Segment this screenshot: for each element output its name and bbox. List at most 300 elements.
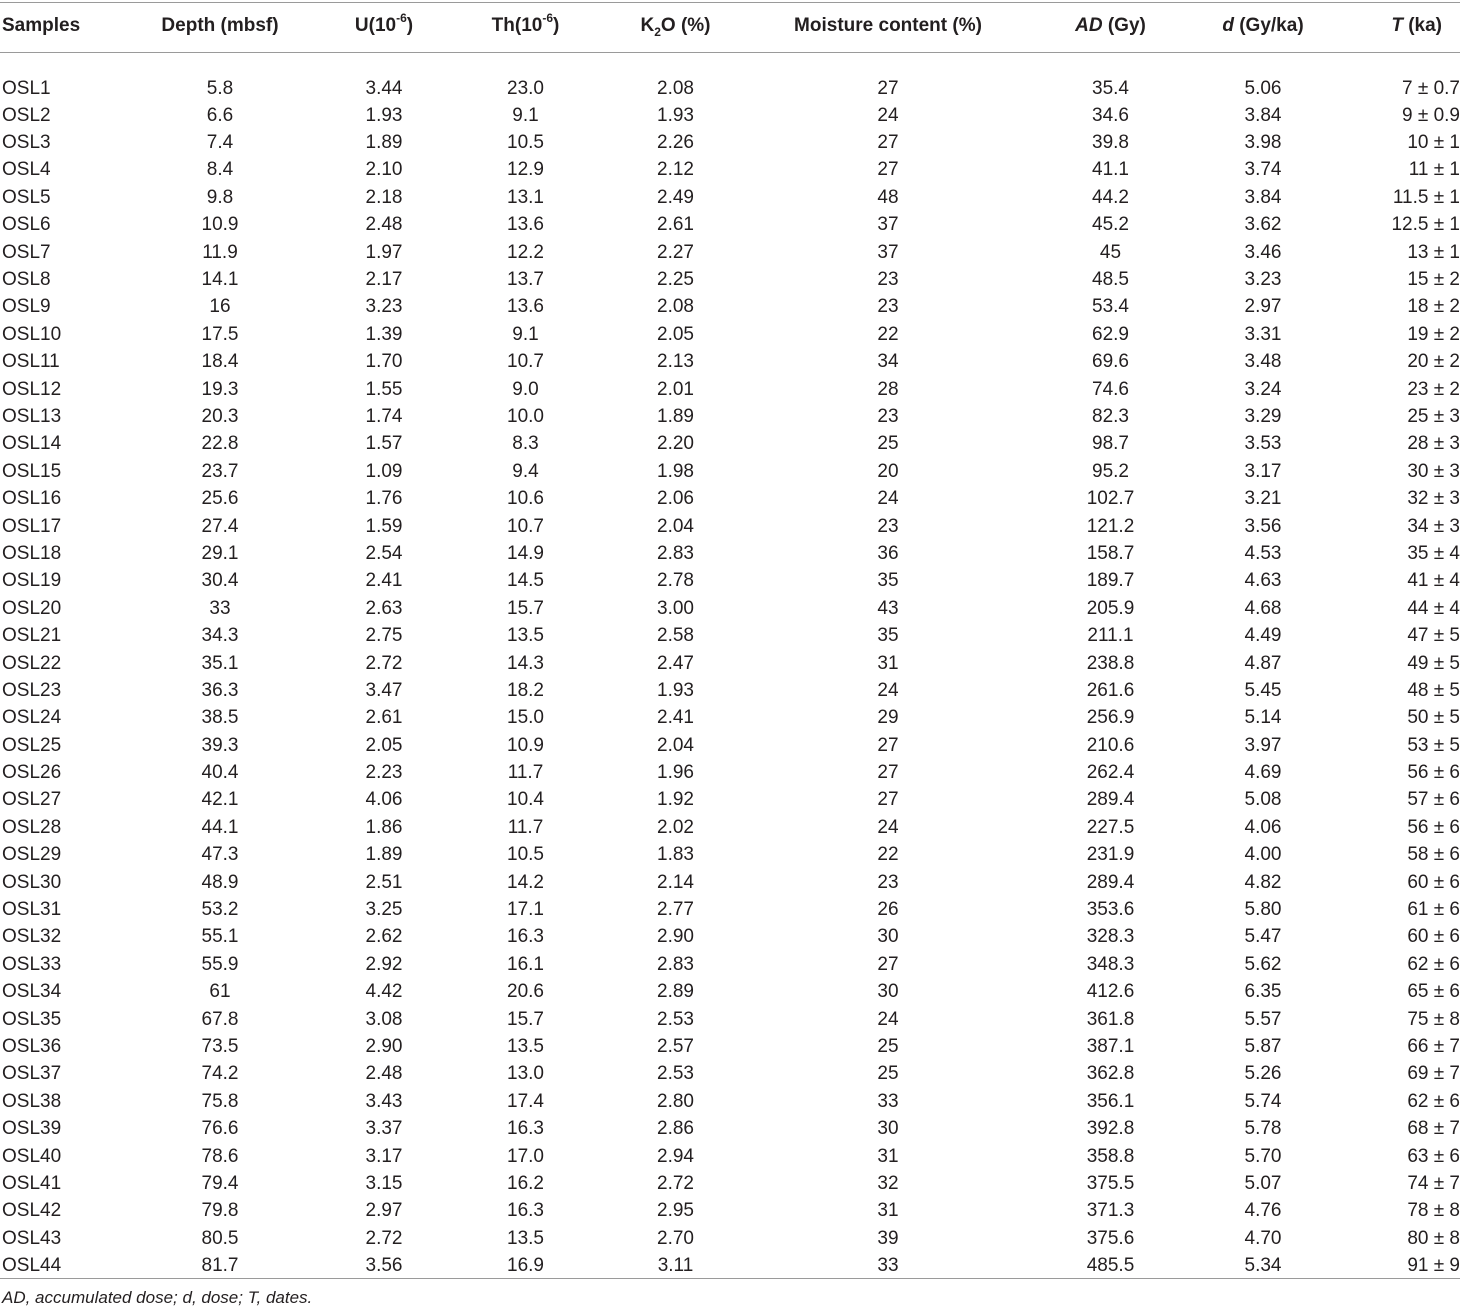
cell-sample: OSL12	[2, 378, 62, 400]
cell-dose-rate: 4.49	[1244, 625, 1282, 647]
cell-moisture: 31	[877, 1145, 899, 1167]
cell-moisture: 25	[877, 433, 899, 455]
table-row	[0, 458, 1460, 485]
cell-accumulated-dose: 158.7	[1086, 542, 1135, 564]
cell-potassium-oxide: 3.00	[657, 597, 694, 619]
cell-thorium: 13.0	[507, 1063, 544, 1085]
cell-date: 20 ± 2	[1407, 351, 1460, 373]
cell-potassium-oxide: 2.47	[657, 652, 694, 674]
table-row	[0, 896, 1460, 923]
cell-depth: 78.6	[201, 1145, 239, 1167]
cell-dose-rate: 5.78	[1244, 1118, 1282, 1140]
cell-moisture: 24	[877, 1008, 899, 1030]
cell-thorium: 13.7	[507, 269, 544, 291]
cell-moisture: 27	[877, 762, 899, 784]
cell-dose-rate: 3.21	[1244, 488, 1282, 510]
table-row	[0, 540, 1460, 567]
cell-date: 11 ± 1	[1408, 159, 1460, 181]
cell-accumulated-dose: 261.6	[1086, 679, 1135, 701]
cell-date: 23 ± 2	[1407, 378, 1460, 400]
table-footnote: AD, accumulated dose; d, dose; T, dates.	[2, 1288, 313, 1307]
cell-sample: OSL5	[2, 186, 51, 208]
cell-potassium-oxide: 1.93	[657, 104, 694, 126]
table-row	[0, 732, 1460, 759]
table-row	[0, 349, 1460, 376]
cell-potassium-oxide: 3.11	[657, 1255, 694, 1277]
cell-dose-rate: 5.74	[1244, 1090, 1282, 1112]
cell-accumulated-dose: 82.3	[1092, 405, 1129, 427]
cell-uranium: 1.89	[365, 132, 403, 154]
cell-date: 34 ± 3	[1407, 515, 1460, 537]
cell-sample: OSL31	[2, 899, 62, 921]
cell-uranium: 2.05	[365, 734, 403, 756]
cell-moisture: 29	[877, 707, 899, 729]
cell-potassium-oxide: 2.94	[657, 1145, 694, 1167]
cell-uranium: 2.23	[365, 762, 403, 784]
cell-date: 9 ± 0.9	[1402, 104, 1460, 126]
cell-moisture: 35	[877, 625, 899, 647]
cell-uranium: 1.70	[365, 351, 403, 373]
cell-accumulated-dose: 227.5	[1086, 816, 1135, 838]
cell-depth: 40.4	[201, 762, 239, 784]
table-row	[0, 321, 1460, 348]
cell-moisture: 30	[877, 981, 899, 1003]
cell-thorium: 10.6	[507, 488, 544, 510]
cell-moisture: 37	[877, 214, 899, 236]
cell-accumulated-dose: 35.4	[1092, 78, 1129, 99]
cell-depth: 33	[209, 597, 231, 619]
cell-potassium-oxide: 1.83	[657, 844, 694, 866]
cell-sample: OSL33	[2, 953, 62, 975]
cell-dose-rate: 3.84	[1244, 104, 1282, 126]
header-dates: T (ka)	[1391, 15, 1442, 36]
cell-moisture: 31	[877, 1200, 899, 1222]
cell-dose-rate: 5.62	[1244, 953, 1282, 975]
cell-date: 68 ± 7	[1407, 1118, 1460, 1140]
cell-sample: OSL42	[2, 1200, 62, 1222]
cell-moisture: 23	[877, 269, 899, 291]
cell-moisture: 23	[877, 405, 899, 427]
cell-potassium-oxide: 2.53	[657, 1008, 694, 1030]
table-row	[0, 157, 1460, 184]
cell-sample: OSL35	[2, 1008, 62, 1030]
cell-thorium: 10.0	[507, 405, 544, 427]
cell-sample: OSL29	[2, 844, 62, 866]
cell-depth: 20.3	[201, 405, 239, 427]
cell-uranium: 1.57	[365, 433, 403, 455]
cell-accumulated-dose: 262.4	[1086, 762, 1135, 784]
cell-sample: OSL11	[2, 351, 60, 373]
cell-potassium-oxide: 2.72	[657, 1172, 694, 1194]
cell-dose-rate: 5.14	[1244, 707, 1282, 729]
cell-depth: 9.8	[206, 186, 234, 208]
cell-potassium-oxide: 2.14	[657, 871, 694, 893]
cell-moisture: 30	[877, 926, 899, 948]
cell-accumulated-dose: 102.7	[1086, 488, 1135, 510]
header-row	[0, 0, 1460, 52]
cell-dose-rate: 3.48	[1244, 351, 1282, 373]
cell-depth: 25.6	[201, 488, 239, 510]
cell-date: 80 ± 8	[1407, 1227, 1460, 1249]
cell-accumulated-dose: 328.3	[1086, 926, 1135, 948]
cell-sample: OSL34	[2, 981, 62, 1003]
cell-moisture: 31	[877, 652, 899, 674]
cell-date: 41 ± 4	[1407, 570, 1460, 592]
cell-potassium-oxide: 2.27	[657, 241, 694, 263]
table-row	[0, 1006, 1460, 1033]
cell-potassium-oxide: 1.98	[657, 460, 694, 482]
cell-date: 32 ± 3	[1407, 488, 1460, 510]
cell-dose-rate: 4.53	[1244, 542, 1282, 564]
cell-uranium: 4.06	[365, 789, 403, 811]
cell-dose-rate: 3.46	[1244, 241, 1282, 263]
cell-date: 62 ± 6	[1407, 1090, 1460, 1112]
cell-date: 62 ± 6	[1407, 953, 1460, 975]
cell-sample: OSL21	[2, 625, 62, 647]
cell-date: 18 ± 2	[1407, 296, 1460, 318]
table-row	[0, 184, 1460, 211]
cell-sample: OSL20	[2, 597, 62, 619]
cell-date: 63 ± 6	[1407, 1145, 1460, 1167]
cell-dose-rate: 5.08	[1244, 789, 1282, 811]
cell-sample: OSL22	[2, 652, 62, 674]
cell-uranium: 1.86	[365, 816, 403, 838]
cell-accumulated-dose: 210.6	[1086, 734, 1135, 756]
cell-dose-rate: 3.31	[1244, 323, 1282, 345]
cell-moisture: 20	[877, 460, 899, 482]
cell-accumulated-dose: 95.2	[1092, 460, 1129, 482]
cell-dose-rate: 5.26	[1244, 1063, 1282, 1085]
cell-moisture: 27	[877, 953, 899, 975]
cell-moisture: 24	[877, 488, 899, 510]
cell-dose-rate: 5.06	[1244, 78, 1282, 99]
cell-depth: 19.3	[201, 378, 239, 400]
cell-moisture: 27	[877, 159, 899, 181]
cell-moisture: 23	[877, 296, 899, 318]
cell-sample: OSL26	[2, 762, 62, 784]
cell-accumulated-dose: 387.1	[1086, 1035, 1135, 1057]
cell-potassium-oxide: 2.13	[657, 351, 694, 373]
cell-date: 19 ± 2	[1407, 323, 1460, 345]
cell-potassium-oxide: 2.04	[657, 515, 694, 537]
cell-sample: OSL30	[2, 871, 62, 893]
cell-uranium: 3.25	[365, 899, 403, 921]
cell-uranium: 3.08	[365, 1008, 403, 1030]
cell-moisture: 48	[877, 186, 899, 208]
cell-sample: OSL43	[2, 1227, 62, 1249]
cell-thorium: 17.4	[507, 1090, 544, 1112]
cell-potassium-oxide: 2.89	[657, 981, 694, 1003]
table-row	[0, 52, 1460, 102]
cell-depth: 17.5	[201, 323, 239, 345]
cell-uranium: 2.41	[365, 570, 403, 592]
cell-depth: 14.1	[201, 269, 239, 291]
cell-thorium: 16.1	[507, 953, 544, 975]
cell-potassium-oxide: 2.02	[657, 816, 694, 838]
cell-date: 61 ± 6	[1407, 899, 1460, 921]
cell-moisture: 27	[877, 734, 899, 756]
cell-uranium: 2.62	[365, 926, 403, 948]
table-row	[0, 951, 1460, 978]
header-moisture: Moisture content (%)	[794, 15, 982, 36]
cell-depth: 5.8	[206, 78, 234, 99]
cell-accumulated-dose: 348.3	[1086, 953, 1135, 975]
cell-depth: 18.4	[201, 351, 239, 373]
cell-accumulated-dose: 361.8	[1086, 1008, 1135, 1030]
cell-moisture: 30	[877, 1118, 899, 1140]
table-row	[0, 595, 1460, 622]
cell-accumulated-dose: 211.1	[1087, 625, 1134, 647]
table-row	[0, 212, 1460, 239]
cell-sample: OSL14	[2, 433, 62, 455]
cell-potassium-oxide: 2.26	[657, 132, 694, 154]
cell-accumulated-dose: 62.9	[1092, 323, 1129, 345]
cell-potassium-oxide: 2.70	[657, 1227, 694, 1249]
cell-potassium-oxide: 2.83	[657, 542, 694, 564]
cell-accumulated-dose: 189.7	[1086, 570, 1135, 592]
cell-thorium: 15.0	[507, 707, 544, 729]
cell-sample: OSL13	[2, 405, 62, 427]
table-row	[0, 814, 1460, 841]
cell-accumulated-dose: 74.6	[1092, 378, 1129, 400]
cell-accumulated-dose: 121.2	[1086, 515, 1135, 537]
cell-depth: 48.9	[201, 871, 239, 893]
cell-uranium: 2.17	[365, 269, 403, 291]
cell-sample: OSL24	[2, 707, 62, 729]
table-row	[0, 842, 1460, 869]
cell-sample: OSL2	[2, 104, 51, 126]
table-row	[0, 787, 1460, 814]
cell-accumulated-dose: 371.3	[1086, 1200, 1135, 1222]
cell-depth: 39.3	[201, 734, 239, 756]
cell-sample: OSL19	[2, 570, 62, 592]
cell-uranium: 3.47	[365, 679, 403, 701]
cell-accumulated-dose: 289.4	[1086, 789, 1135, 811]
cell-uranium: 3.23	[365, 296, 403, 318]
cell-depth: 7.4	[206, 132, 234, 154]
cell-accumulated-dose: 256.9	[1086, 707, 1135, 729]
cell-thorium: 10.7	[507, 515, 544, 537]
cell-uranium: 1.59	[365, 515, 403, 537]
table-row	[0, 979, 1460, 1006]
cell-uranium: 1.97	[365, 241, 403, 263]
cell-potassium-oxide: 2.06	[657, 488, 694, 510]
cell-accumulated-dose: 375.6	[1086, 1227, 1135, 1249]
cell-date: 7 ± 0.7	[1402, 78, 1460, 99]
cell-date: 91 ± 9	[1407, 1255, 1460, 1277]
cell-uranium: 1.55	[365, 378, 403, 400]
cell-dose-rate: 3.23	[1244, 269, 1282, 291]
cell-uranium: 1.89	[365, 844, 403, 866]
header-samples: Samples	[2, 15, 81, 36]
cell-thorium: 23.0	[507, 78, 544, 99]
table-row	[0, 1088, 1460, 1115]
cell-moisture: 35	[877, 570, 899, 592]
cell-sample: OSL41	[2, 1172, 62, 1194]
cell-dose-rate: 3.98	[1244, 132, 1282, 154]
cell-moisture: 36	[877, 542, 899, 564]
cell-potassium-oxide: 2.08	[657, 296, 694, 318]
cell-depth: 36.3	[201, 679, 239, 701]
header-potassium-oxide: $K_2O$ (%)	[640, 15, 711, 39]
header-thorium: $Th(10^{-6})$	[491, 10, 560, 36]
cell-thorium: 9.4	[512, 460, 539, 482]
table-row	[0, 1143, 1460, 1170]
table-row	[0, 129, 1460, 156]
cell-dose-rate: 5.07	[1244, 1172, 1282, 1194]
cell-thorium: 15.7	[507, 1008, 544, 1030]
cell-sample: OSL1	[2, 78, 51, 99]
cell-thorium: 18.2	[507, 679, 544, 701]
cell-potassium-oxide: 2.25	[657, 269, 694, 291]
cell-thorium: 9.0	[512, 378, 539, 400]
cell-sample: OSL7	[2, 241, 51, 263]
cell-dose-rate: 5.57	[1244, 1008, 1282, 1030]
cell-potassium-oxide: 1.93	[657, 679, 694, 701]
cell-sample: OSL10	[2, 323, 62, 345]
cell-thorium: 16.3	[507, 1200, 544, 1222]
cell-date: 13 ± 1	[1407, 241, 1460, 263]
table-row	[0, 239, 1460, 266]
cell-thorium: 13.5	[507, 1227, 544, 1249]
cell-depth: 6.6	[206, 104, 234, 126]
cell-moisture: 39	[877, 1227, 899, 1249]
cell-moisture: 23	[877, 871, 899, 893]
cell-potassium-oxide: 2.20	[657, 433, 694, 455]
cell-thorium: 10.5	[507, 132, 544, 154]
cell-depth: 47.3	[201, 844, 239, 866]
table-row	[0, 513, 1460, 540]
cell-uranium: 2.54	[365, 542, 403, 564]
cell-thorium: 10.7	[507, 351, 544, 373]
table-row	[0, 869, 1460, 896]
cell-potassium-oxide: 2.61	[657, 214, 694, 236]
table-row	[0, 376, 1460, 403]
cell-depth: 61	[209, 981, 231, 1003]
cell-thorium: 11.7	[507, 762, 544, 784]
cell-depth: 74.2	[201, 1063, 239, 1085]
cell-accumulated-dose: 238.8	[1086, 652, 1135, 674]
table-row	[0, 1061, 1460, 1088]
cell-thorium: 17.0	[507, 1145, 544, 1167]
cell-dose-rate: 4.00	[1244, 844, 1282, 866]
cell-depth: 22.8	[201, 433, 239, 455]
cell-dose-rate: 3.62	[1244, 214, 1282, 236]
cell-date: 57 ± 6	[1407, 789, 1460, 811]
cell-accumulated-dose: 362.8	[1086, 1063, 1135, 1085]
cell-depth: 11.9	[202, 241, 238, 263]
cell-accumulated-dose: 44.2	[1092, 186, 1129, 208]
cell-depth: 55.9	[201, 953, 239, 975]
cell-depth: 76.6	[201, 1118, 239, 1140]
cell-accumulated-dose: 48.5	[1092, 269, 1129, 291]
table-row	[0, 102, 1460, 129]
cell-depth: 35.1	[201, 652, 239, 674]
header-depth: Depth (mbsf)	[161, 15, 279, 36]
cell-date: 49 ± 5	[1407, 652, 1460, 674]
cell-potassium-oxide: 2.57	[657, 1035, 694, 1057]
cell-thorium: 9.1	[512, 323, 539, 345]
cell-dose-rate: 5.70	[1244, 1145, 1282, 1167]
cell-dose-rate: 3.84	[1244, 186, 1282, 208]
cell-accumulated-dose: 205.9	[1086, 597, 1135, 619]
cell-date: 75 ± 8	[1407, 1008, 1460, 1030]
cell-depth: 81.7	[201, 1255, 239, 1277]
cell-date: 56 ± 6	[1407, 762, 1460, 784]
cell-date: 56 ± 6	[1407, 816, 1460, 838]
cell-date: 28 ± 3	[1407, 433, 1460, 455]
table-row	[0, 1115, 1460, 1142]
cell-sample: OSL17	[2, 515, 62, 537]
cell-date: 25 ± 3	[1407, 405, 1460, 427]
table-row	[0, 403, 1460, 430]
cell-date: 60 ± 6	[1407, 926, 1460, 948]
cell-accumulated-dose: 69.6	[1092, 351, 1129, 373]
cell-thorium: 13.5	[507, 625, 544, 647]
cell-dose-rate: 3.56	[1244, 515, 1282, 537]
cell-date: 48 ± 5	[1407, 679, 1460, 701]
table-row	[0, 705, 1460, 732]
cell-uranium: 2.90	[365, 1035, 403, 1057]
cell-moisture: 43	[877, 597, 899, 619]
cell-thorium: 14.9	[507, 542, 544, 564]
cell-dose-rate: 3.24	[1244, 378, 1282, 400]
cell-sample: OSL9	[2, 296, 51, 318]
cell-uranium: 3.17	[365, 1145, 403, 1167]
cell-uranium: 2.10	[365, 159, 403, 181]
cell-potassium-oxide: 2.41	[657, 707, 694, 729]
cell-potassium-oxide: 2.77	[657, 899, 694, 921]
cell-dose-rate: 4.69	[1244, 762, 1282, 784]
cell-depth: 10.9	[201, 214, 239, 236]
cell-uranium: 2.63	[365, 597, 403, 619]
cell-depth: 79.8	[201, 1200, 239, 1222]
cell-date: 47 ± 5	[1407, 625, 1460, 647]
cell-potassium-oxide: 1.89	[657, 405, 694, 427]
table-row	[0, 650, 1460, 677]
cell-uranium: 3.15	[365, 1172, 403, 1194]
cell-depth: 23.7	[201, 460, 239, 482]
cell-sample: OSL37	[2, 1063, 62, 1085]
table-row	[0, 431, 1460, 458]
cell-potassium-oxide: 2.80	[657, 1090, 694, 1112]
cell-thorium: 13.6	[507, 214, 544, 236]
cell-thorium: 16.3	[507, 1118, 544, 1140]
cell-thorium: 14.2	[507, 871, 544, 893]
cell-uranium: 2.61	[365, 707, 403, 729]
table-row	[0, 1033, 1460, 1060]
cell-date: 44 ± 4	[1407, 597, 1460, 619]
cell-uranium: 2.92	[365, 953, 403, 975]
header-accumulated-dose: AD (Gy)	[1075, 15, 1146, 36]
cell-potassium-oxide: 2.78	[657, 570, 694, 592]
cell-thorium: 9.1	[512, 104, 539, 126]
table-row	[0, 294, 1460, 321]
table-row	[0, 759, 1460, 786]
cell-moisture: 22	[877, 323, 899, 345]
cell-depth: 67.8	[201, 1008, 239, 1030]
cell-sample: OSL16	[2, 488, 62, 510]
cell-accumulated-dose: 353.6	[1086, 899, 1135, 921]
cell-accumulated-dose: 34.6	[1092, 104, 1129, 126]
cell-sample: OSL8	[2, 269, 51, 291]
table-row	[0, 677, 1460, 704]
cell-thorium: 20.6	[507, 981, 544, 1003]
table-row	[0, 622, 1460, 649]
cell-moisture: 27	[877, 132, 899, 154]
cell-depth: 8.4	[206, 159, 234, 181]
cell-dose-rate: 3.29	[1244, 405, 1282, 427]
